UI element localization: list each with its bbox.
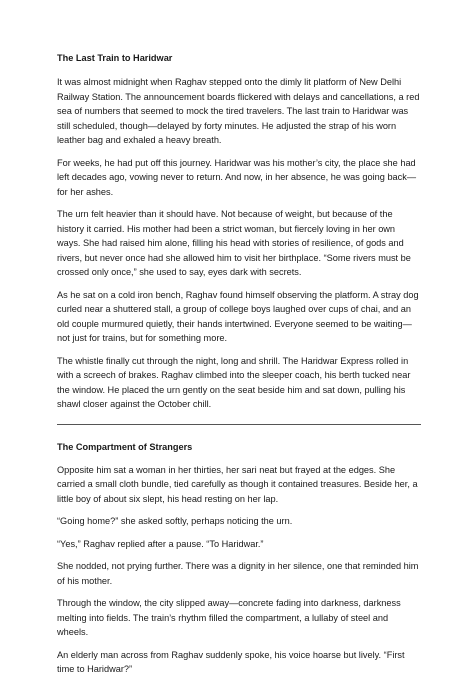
section-heading: The Compartment of Strangers — [57, 441, 193, 452]
section-compartment — [57, 441, 421, 677]
section-divider — [57, 424, 421, 425]
paragraph: An elderly man across from Raghav suddenly spoke, his voice hoarse but lively. “First time to Haridwar?” — [57, 649, 405, 674]
paragraph: Through the window, the city slipped away—concrete fading into darkness, darkness melting into fields. The train’s rhythm filled the compartment, a lullaby of steel and wheels. — [57, 598, 401, 637]
paragraph: “Going home?” she asked softly, perhaps noticing the urn. — [57, 516, 293, 526]
section-heading: The Last Train to Haridwar — [57, 53, 173, 63]
paragraph: For weeks, he had put off this journey. Haridwar was his mother’s city, the place she had left decades ago, vowing never to return. And now, in her absence, he was going back—for her ashes. — [57, 157, 417, 197]
paragraph: She nodded, not prying further. There was a dignity in her silence, one that reminded him of his mother. — [57, 561, 419, 586]
document-page — [57, 52, 421, 685]
paragraph: It was almost midnight when Raghav stepped onto the dimly lit platform of New Delhi Railway Station. The announcement boards flickered with delays and cancellations, a red sea of numbers that seemed to mock the tired travelers. The last train to Haridwar was still scheduled, though—delayed by forty minutes. He adjusted the strap of his worn leather bag and exhaled a heavy breath. — [57, 77, 420, 145]
paragraph: “Yes,” Raghav replied after a pause. “To Haridwar.” — [57, 538, 264, 549]
paragraph: Opposite him sat a woman in her thirties, her sari neat but frayed at the edges. She carried a small cloth bundle, tied carefully as though it contained treasures. Beside her, a little boy of about six slept, his head resting on her lap. — [57, 464, 418, 504]
paragraph: As he sat on a cold iron bench, Raghav found himself observing the platform. A stray dog curled near a shuttered stall, a group of college boys laughed over cups of chai, and an old couple murmured quietly, their hands intertwined. Everyone seemed to be waiting—not just for trains, but for something more. — [57, 289, 419, 343]
paragraph: The whistle finally cut through the night, long and shrill. The Haridwar Express rolled in with a screech of brakes. Raghav climbed into the sleeper coach, his berth tucked near the window. He placed the urn gently on the seat beside him and sat down, pulling his shawl closer against the October chill. — [57, 355, 411, 409]
section-last-train — [57, 52, 421, 412]
paragraph: The urn felt heavier than it should have. Not because of weight, but because of the history it carried. His mother had been a strict woman, but fiercely loving in her own ways. She had raised him alone, filling his head with stories of resilience, of gods and rivers, but never once had she allowed him to visit her birthplace. “Some rivers must be crossed only once,” she used to say, eyes dark with secrets. — [57, 209, 411, 277]
